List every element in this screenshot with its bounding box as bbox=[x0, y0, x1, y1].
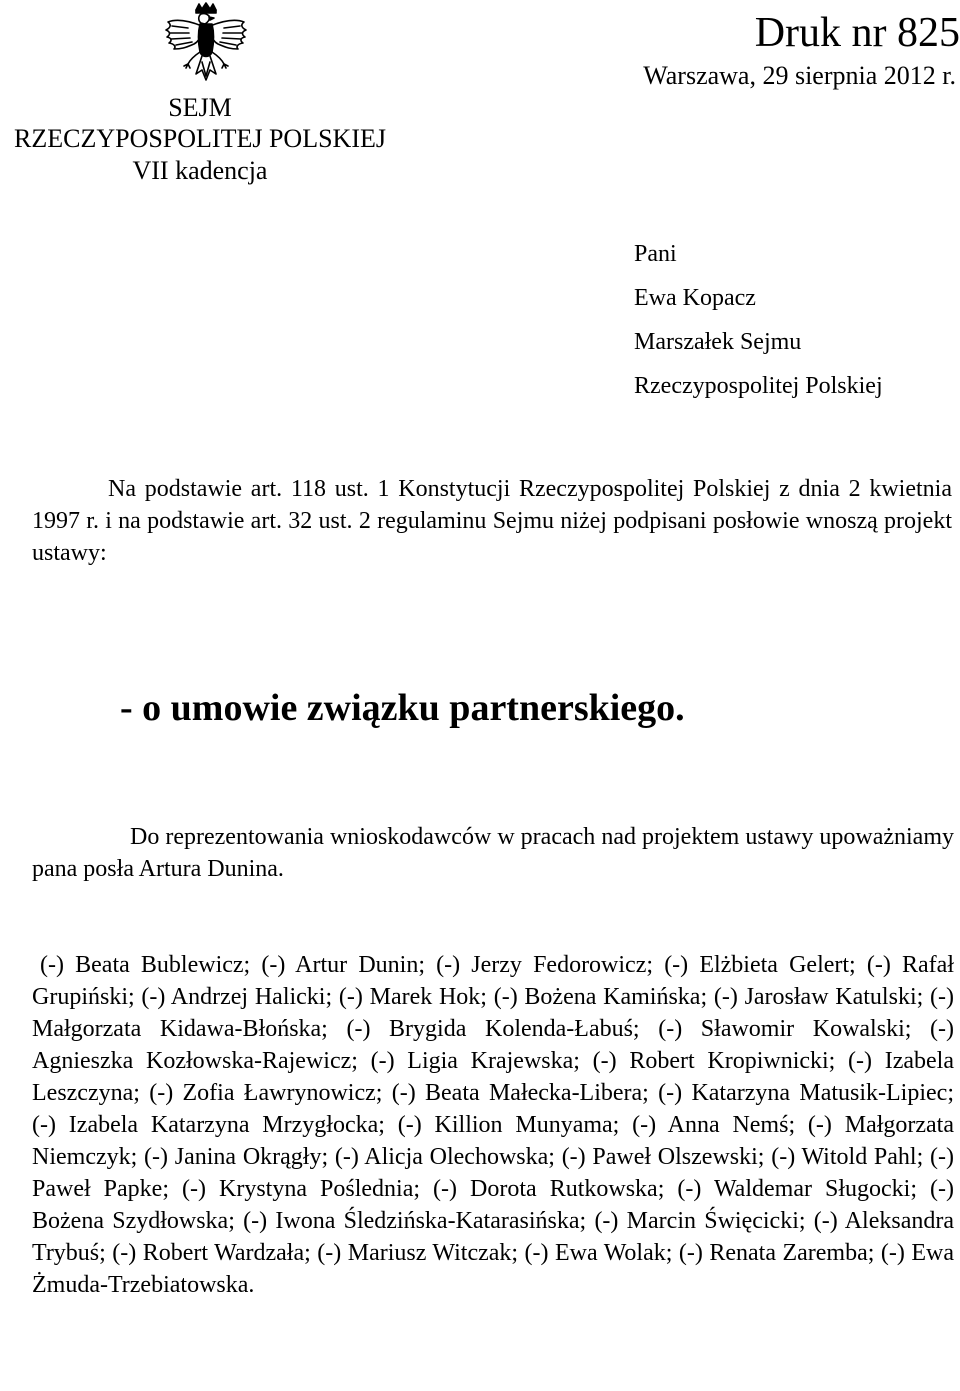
print-number: Druk nr 825 bbox=[754, 10, 960, 56]
republic-label: RZECZYPOSPOLITEJ POLSKIEJ bbox=[14, 124, 386, 153]
signatories-list: (-) Beata Bublewicz; (-) Artur Dunin; (-) Jerzy Fedorowicz; (-) Elżbieta Gelert; (-) Rafał Grupiński; (-) Andrzej Halicki; (-) Marek Hok; (-) Bożena Kamińska; (-) Jarosław Katulski; (-) Małgorzata Kidawa-Błońska; (-) Brygida Kolenda-Łabuś; (-) Sławomir Kowalski; (-) Agnieszka Kozłowska-Rajewicz; (-) Ligia Krajewska; (-) Robert Kropiwnicki; (-) Izabela Leszczyna; (-) Zofia Ławrynowicz; (-) Beata Małecka-Libera; (-) Katarzyna Matusik-Lipiec; (-) Izabela Katarzyna Mrzygłocka; (-) Killion Munyama; (-) Anna Nemś; (-) Małgorzata Niemczyk; (-) Janina Okrągły; (-) Alicja Olechowska; (-) Paweł Olszewski; (-) Witold Pahl; (-) Paweł Papke; (-) Krystyna Poślednia; (-) Dorota Rutkowska; (-) Waldemar Sługocki; (-) Bożena Szydłowska; (-) Iwona Śledzińska-Katarasińska; (-) Marcin Święcicki; (-) Aleksandra Trybuś; (-) Robert Wardzała; (-) Mariusz Witczak; (-) Ewa Wolak; (-) Renata Zaremba; (-) Ewa Żmuda-Trzebiatowska. bbox=[32, 952, 954, 1298]
document-date: Warszawa, 29 sierpnia 2012 r. bbox=[643, 61, 956, 90]
addressee-title: Marszałek Sejmu bbox=[634, 329, 802, 355]
intro-paragraph: Na podstawie art. 118 ust. 1 Konstytucji Rzeczypospolitej Polskiej z dnia 2 kwietnia 1997 r. i na podstawie art. 32 ust. 2 regulaminu Sejmu niżej podpisani posłowie wnoszą projekt ustawy: bbox=[32, 476, 952, 566]
addressee-salutation: Pani bbox=[634, 241, 677, 267]
addressee-name: Ewa Kopacz bbox=[634, 285, 756, 311]
polish-eagle-emblem-icon bbox=[158, 2, 254, 90]
representative-paragraph: Do reprezentowania wnioskodawców w pracach nad projektem ustawy upoważniamy pana posła Artura Dunina. bbox=[32, 824, 954, 882]
term-label: VII kadencja bbox=[132, 156, 268, 185]
addressee-institution: Rzeczypospolitej Polskiej bbox=[634, 373, 883, 399]
bill-title: - o umowie związku partnerskiego. bbox=[120, 687, 685, 729]
sejm-label: SEJM bbox=[168, 93, 232, 122]
